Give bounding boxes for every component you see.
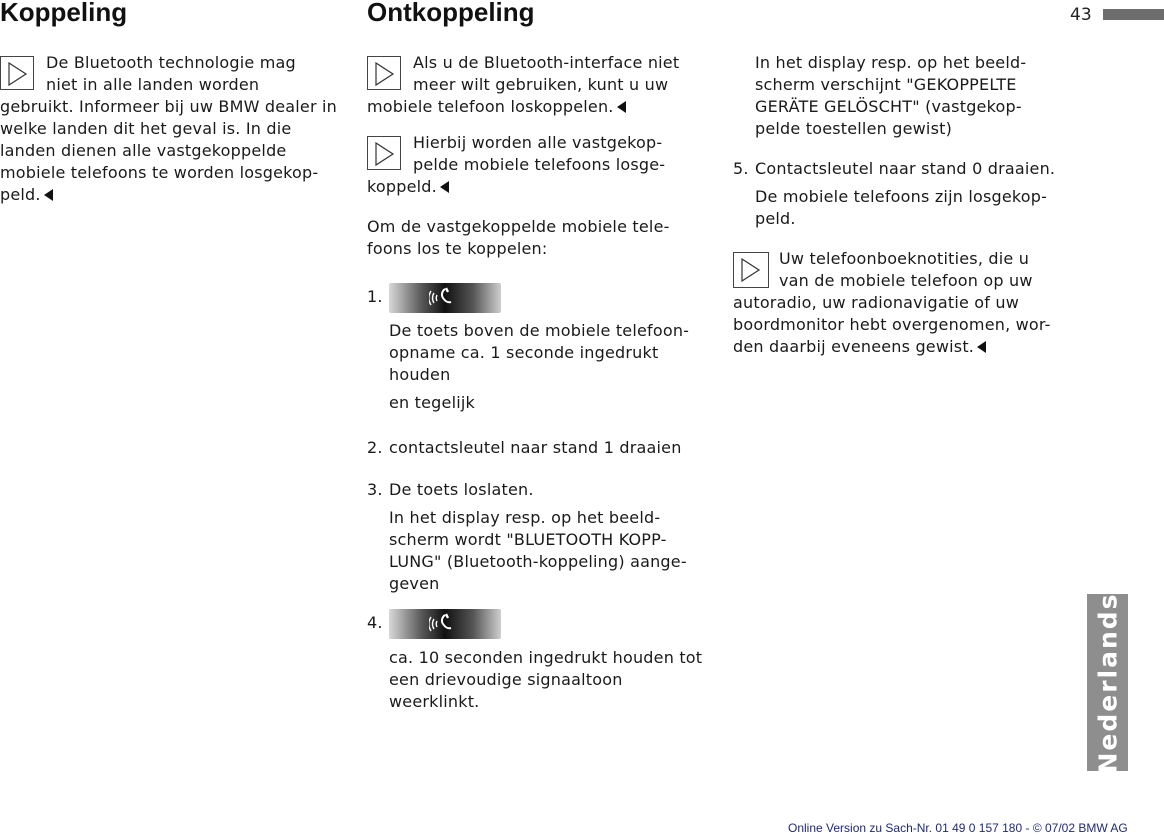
step-text: contactsleutel naar stand 1 draaien <box>389 438 682 457</box>
page-marker-bar <box>1103 9 1164 20</box>
step-text: ca. 10 seconden ingedrukt houden tot een drievoudige signaaltoon weerklinkt. <box>389 648 703 711</box>
play-triangle-icon <box>0 56 34 90</box>
note-text: autoradio, uw radionavigatie of uw boordmonitor hebt overgenomen, wor-den daarbij eveneens gewist. <box>733 293 1051 356</box>
column-2 <box>367 52 717 713</box>
column-1 <box>0 52 350 206</box>
note-line-1: Als u de Bluetooth-interface niet <box>413 53 680 72</box>
play-triangle-icon <box>367 136 401 170</box>
note-line-2: niet in alle landen worden <box>46 75 260 94</box>
step-3 <box>367 479 717 595</box>
note-block <box>367 52 717 118</box>
step-text: De mobiele telefoons zijn losgekop-peld. <box>755 187 1048 228</box>
step-text: In het display resp. op het beeld-scherm wordt "BLUETOOTH KOPP-LUNG" (Bluetooth-koppeling) aange-geven <box>389 508 687 593</box>
step-text: en tegelijk <box>389 393 475 412</box>
step-4 <box>367 609 717 713</box>
phone-button-icon <box>389 283 501 313</box>
step-text: De toets boven de mobiele telefoon-opname ca. 1 seconde ingedrukt houden <box>389 321 690 384</box>
step-text: Contactsleutel naar stand 0 draaien. <box>755 159 1056 178</box>
end-of-section-icon <box>44 189 53 201</box>
play-triangle-icon <box>367 56 401 90</box>
step-number: 2. <box>367 438 383 457</box>
step-text: De toets loslaten. <box>389 480 534 499</box>
step-number: 4. <box>367 613 383 632</box>
note-line-2: meer wilt gebruiken, kunt u uw <box>413 75 669 94</box>
footer-text: Online Version zu Sach-Nr. 01 49 0 157 180 - © 07/02 BMW AG <box>788 821 1128 835</box>
step-2 <box>367 437 717 459</box>
intro-text: Om de vastgekoppelde mobiele tele-foons los te koppelen: <box>367 217 670 258</box>
language-label: Nederlands <box>1093 591 1122 774</box>
note-text: mobiele telefoon loskoppelen. <box>367 96 717 118</box>
language-side-tab <box>1087 591 1128 774</box>
note-text: gebruikt. Informeer bij uw BMW dealer in welke landen dit het geval is. In die landen dienen alle vastgekoppelde mobiele telefoons te worden losgekop-peld. <box>0 97 338 204</box>
step-number: 3. <box>367 480 383 499</box>
column-3 <box>733 52 1078 358</box>
step-number: 5. <box>733 159 749 178</box>
end-of-section-icon <box>440 181 449 193</box>
step-continuation-text: In het display resp. op het beeld-scherm verschijnt "GEKOPPELTE GERÄTE GELÖSCHT" (vastgekop-pelde toestellen gewist) <box>755 53 1027 138</box>
step-5 <box>733 158 1078 230</box>
note-line-1: Uw telefoonboeknotities, die u <box>779 249 1030 268</box>
end-of-section-icon <box>617 101 626 113</box>
step-number: 1. <box>367 287 383 306</box>
section-heading-ontkoppeling: Ontkoppeling <box>367 0 535 27</box>
note-line-2: van de mobiele telefoon op uw <box>779 271 1033 290</box>
note-line-2: pelde mobiele telefoons losge- <box>413 155 666 174</box>
note-line-1: Hierbij worden alle vastgekop- <box>413 133 663 152</box>
note-block <box>0 52 350 206</box>
note-block <box>367 132 717 198</box>
phone-button-icon <box>389 609 501 639</box>
note-text: koppeld. <box>367 176 717 198</box>
section-heading-koppeling: Koppeling <box>0 0 128 27</box>
page-number: 43 <box>1070 5 1092 25</box>
step-1 <box>367 283 717 414</box>
end-of-section-icon <box>977 341 986 353</box>
note-line-1: De Bluetooth technologie mag <box>46 53 296 72</box>
note-block <box>733 248 1078 358</box>
play-triangle-icon <box>733 252 769 288</box>
